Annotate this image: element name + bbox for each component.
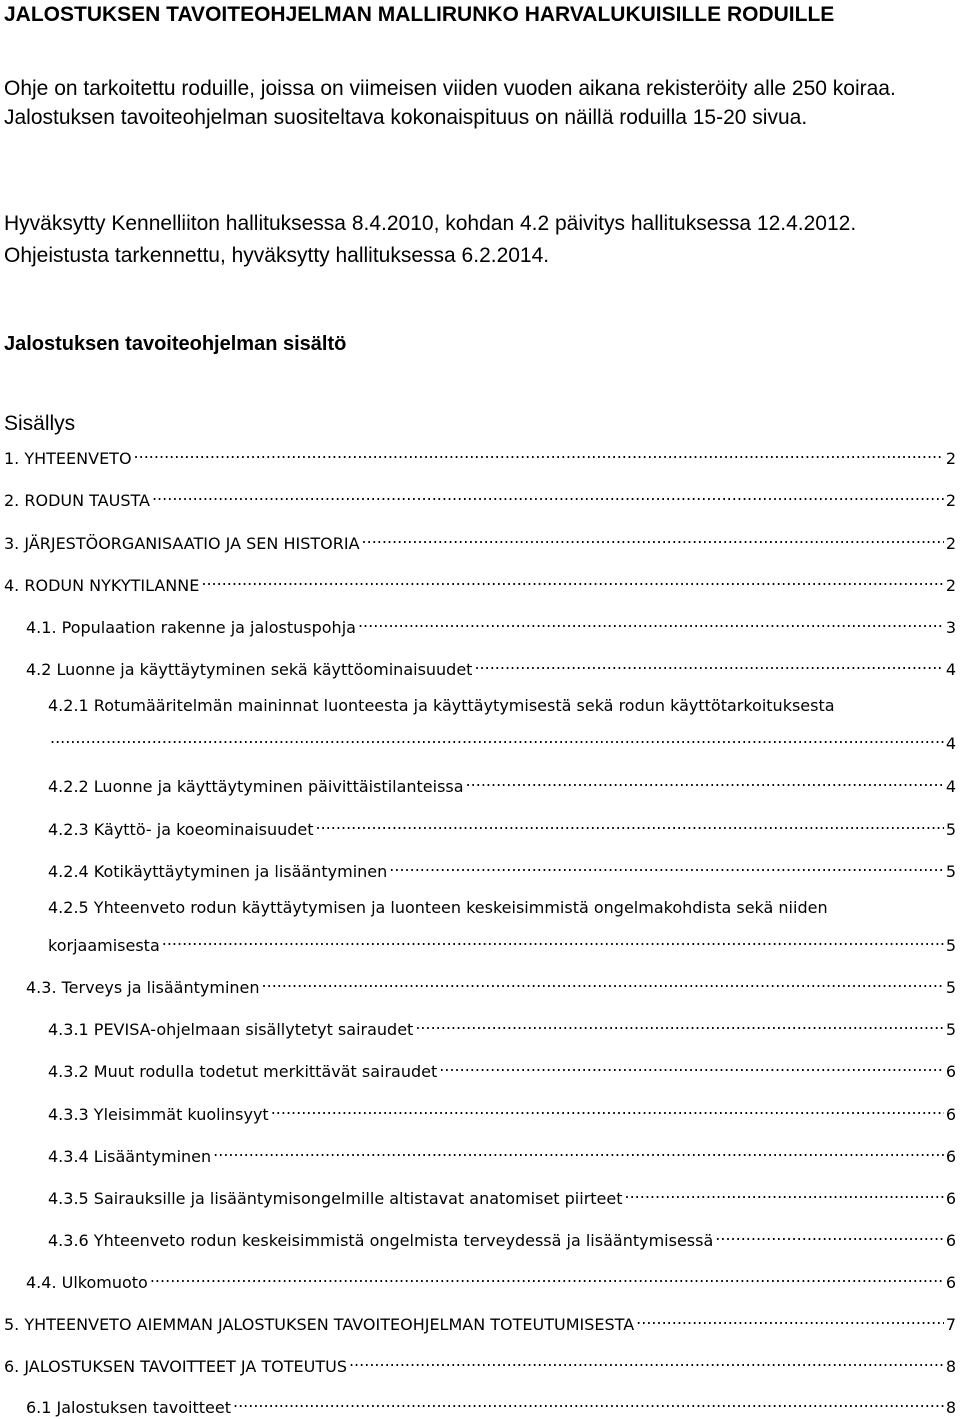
toc-leader-dots — [439, 1055, 944, 1077]
toc-leader-dots — [150, 1266, 944, 1288]
toc-entry[interactable] — [26, 971, 956, 997]
toc-entry[interactable] — [26, 1266, 956, 1292]
toc-entry-page: 4 — [945, 660, 956, 679]
toc-entry-page: 5 — [945, 862, 956, 881]
toc-entry-label: 4.3.5 Sairauksille ja lisääntymisongelmille altistavat anatomiset piirteet — [48, 1189, 623, 1208]
toc-entry-label: 1. YHTEENVETO — [4, 449, 132, 468]
toc-entry-label[interactable]: 4.2.5 Yhteenveto rodun käyttäytymisen ja luonteen keskeisimmistä ongelmakohdista sekä niiden — [48, 898, 828, 917]
toc-leader-dots — [316, 813, 944, 835]
toc-leader-dots — [262, 971, 944, 993]
toc-entry-label: 4.1. Populaation rakenne ja jalostuspohja — [26, 618, 356, 637]
toc-entry[interactable] — [4, 1350, 956, 1376]
toc-leader-dots — [625, 1182, 944, 1204]
document-title: JALOSTUKSEN TAVOITEOHJELMAN MALLIRUNKO HARVALUKUISILLE RODUILLE — [4, 3, 835, 26]
toc-leader-dots — [50, 727, 944, 749]
toc-entry-page: 8 — [945, 1398, 956, 1417]
toc-entry-label: 4.2.2 Luonne ja käyttäytyminen päivittäistilanteissa — [48, 777, 464, 796]
toc-entry-label: 4.4. Ulkomuoto — [26, 1273, 148, 1292]
toc-entry-label[interactable]: 4.2.1 Rotumääritelmän maininnat luonteesta ja käyttäytymisestä sekä rodun käyttötarkoituksesta — [48, 696, 835, 715]
toc-leader-dots — [715, 1224, 944, 1246]
toc-leader-dots — [389, 855, 944, 877]
toc-entry-label: 4.3.6 Yhteenveto rodun keskeisimmistä ongelmista terveydessä ja lisääntymisessä — [48, 1231, 714, 1250]
toc-entry[interactable] — [48, 1098, 956, 1124]
toc-entry-page: 5 — [945, 1020, 956, 1039]
toc-entry-label: 4.2 Luonne ja käyttäytyminen sekä käyttöominaisuudet — [26, 660, 473, 679]
toc-entry-label: 4.3. Terveys ja lisääntyminen — [26, 978, 260, 997]
toc-entry[interactable] — [48, 1055, 956, 1081]
toc-entry-label: 4.2.4 Kotikäyttäytyminen ja lisääntyminen — [48, 862, 388, 881]
toc-entry-page: 2 — [945, 576, 956, 595]
toc-entry-label: 2. RODUN TAUSTA — [4, 491, 150, 510]
toc-entry[interactable] — [48, 855, 956, 881]
toc-entry-page: 2 — [945, 491, 956, 510]
toc-entry[interactable] — [48, 1140, 956, 1166]
toc-entry-page: 2 — [945, 449, 956, 468]
toc-entry-label: 4.3.3 Yleisimmät kuolinsyyt — [48, 1105, 269, 1124]
toc-entry-page: 2 — [945, 534, 956, 553]
toc-leader-dots — [362, 527, 944, 549]
toc-entry[interactable] — [4, 484, 956, 510]
toc-entry-page: 6 — [945, 1273, 956, 1292]
toc-entry-label-continued: korjaamisesta — [48, 936, 160, 955]
toc-entry-page: 6 — [945, 1189, 956, 1208]
toc-entry[interactable] — [48, 929, 956, 955]
toc-leader-dots — [349, 1350, 944, 1372]
toc-leader-dots — [134, 442, 944, 464]
toc-entry-page: 7 — [945, 1315, 956, 1334]
toc-entry-label: 6. JALOSTUKSEN TAVOITTEET JA TOTEUTUS — [4, 1357, 347, 1376]
toc-entry[interactable] — [4, 569, 956, 595]
toc-entry[interactable] — [4, 442, 956, 468]
toc-entry[interactable] — [26, 611, 956, 637]
toc-entry-label: 4.3.4 Lisääntyminen — [48, 1147, 212, 1166]
toc-entry-page: 5 — [945, 978, 956, 997]
toc-entry-page: 6 — [945, 1147, 956, 1166]
toc-entry[interactable] — [26, 653, 956, 679]
toc-entry[interactable] — [48, 813, 956, 839]
toc-entry-page: 3 — [945, 618, 956, 637]
toc-entry[interactable] — [4, 527, 956, 553]
toc-entry-page: 6 — [945, 1062, 956, 1081]
toc-entry-label: 3. JÄRJESTÖORGANISAATIO JA SEN HISTORIA — [4, 534, 360, 553]
intro-paragraph: Ohje on tarkoitettu roduille, joissa on viimeisen viiden vuoden aikana rekisteröity alle 250 koiraa. Jalostuksen tavoiteohjelman suositeltava kokonaispituus on näillä roduilla 15-20 sivua. — [4, 77, 896, 129]
toc-entry[interactable] — [48, 727, 956, 753]
section-heading: Jalostuksen tavoiteohjelman sisältö — [4, 333, 347, 355]
toc-leader-dots — [201, 569, 943, 591]
toc-leader-dots — [636, 1308, 944, 1330]
toc-entry[interactable] — [4, 1308, 956, 1334]
toc-entry-page: 6 — [945, 1105, 956, 1124]
toc-entry-page: 4 — [945, 777, 956, 796]
toc-entry-page: 6 — [945, 1231, 956, 1250]
toc-entry-label: 4.3.1 PEVISA-ohjelmaan sisällytetyt sairaudet — [48, 1020, 414, 1039]
toc-leader-dots — [474, 653, 943, 675]
toc-entry-page: 4 — [945, 734, 956, 753]
toc-entry-page: 5 — [945, 936, 956, 955]
toc-entry-page: 5 — [945, 820, 956, 839]
toc-entry-label: 4.3.2 Muut rodulla todetut merkittävät sairaudet — [48, 1062, 438, 1081]
toc-leader-dots — [466, 770, 944, 792]
toc-entry[interactable] — [48, 770, 956, 796]
toc-leader-dots — [162, 929, 944, 951]
toc-leader-dots — [358, 611, 944, 633]
toc-leader-dots — [152, 484, 944, 506]
toc-entry[interactable] — [48, 1224, 956, 1250]
toc-leader-dots — [415, 1013, 944, 1035]
toc-entry-label: 6.1 Jalostuksen tavoitteet — [26, 1398, 231, 1417]
toc-entry-label: 5. YHTEENVETO AIEMMAN JALOSTUKSEN TAVOITEOHJELMAN TOTEUTUMISESTA — [4, 1315, 635, 1334]
toc-entry-label: 4. RODUN NYKYTILANNE — [4, 576, 200, 595]
toc-title: Sisällys — [4, 412, 76, 435]
toc-entry[interactable] — [48, 1013, 956, 1039]
approval-paragraph: Hyväksytty Kennelliiton hallituksessa 8.4.2010, kohdan 4.2 päivitys hallituksessa 12.4.2012. Ohjeistusta tarkennettu, hyväksytty hallituksessa 6.2.2014. — [4, 212, 857, 267]
toc-leader-dots — [213, 1140, 944, 1162]
toc-leader-dots — [271, 1098, 944, 1120]
toc-leader-dots — [233, 1391, 944, 1413]
toc-entry-page: 8 — [945, 1357, 956, 1376]
toc-entry[interactable] — [48, 1182, 956, 1208]
toc-entry-label: 4.2.3 Käyttö- ja koeominaisuudet — [48, 820, 314, 839]
toc-entry[interactable] — [26, 1391, 956, 1417]
